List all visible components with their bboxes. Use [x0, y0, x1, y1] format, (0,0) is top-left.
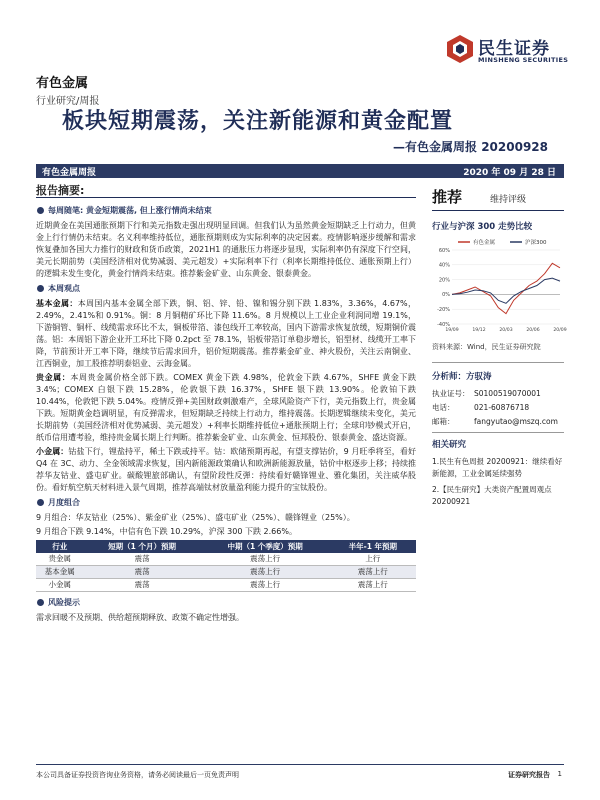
chart-caption: 行业与沪深 300 走势比较: [432, 222, 533, 232]
table-cell: 震荡: [84, 553, 201, 566]
report-banner: [36, 164, 564, 178]
table-cell: 贵金属: [36, 553, 84, 566]
table-header: 中期（1 个季度）预期: [201, 540, 330, 553]
table-cell: 上行: [330, 553, 416, 566]
paragraph: 小金属：钴盐下行，锂盐持平，稀土下跌或持平。钴：欧储预期再起，有望支撑钴价，9 月旺季将至，看好 Q4 在 3C、动力、全金领域需求恢复，国内新能源政策确认和欧洲新能源放量，钴价中枢逐步上移；持续推荐华友钴业、盛屯矿业。碳酸锂旅部确认，有望阶段性反弹：持续看好赣锋锂业、雅化集团，关注威华股份。看好航空航天材料进入景气周期，推荐高端钛材放量盈利能力提升的宝钛股份。: [36, 447, 416, 492]
table-cell: 震荡: [84, 566, 201, 579]
performance-chart: [432, 236, 567, 336]
analyst-license: 执业证号： S0100519070001: [432, 389, 541, 398]
legend-label: 有色金属: [473, 240, 496, 246]
report-type: 行业研究/周报: [36, 96, 100, 107]
outlook-table: [36, 540, 416, 592]
y-tick-label: 20%: [438, 277, 450, 284]
table-cell: 基本金属: [36, 566, 84, 579]
series-line: [452, 263, 560, 313]
y-tick-label: 0%: [442, 292, 450, 299]
section-heading-text: 风险提示: [48, 598, 80, 607]
section-heading-text: 本周观点: [48, 284, 80, 293]
legend-label: 沪深300: [525, 240, 547, 246]
related-item[interactable]: 1.民生有色周报 20200921：继续看好新能源，工业金属延续强势: [432, 457, 563, 478]
x-tick-label: 20/06: [526, 328, 540, 333]
paragraph: 9 月组合：华友钴业（25%）、紫金矿业（25%）、盛屯矿业（25%）、赣锋锂业（25%）。: [36, 513, 355, 522]
related-heading: 相关研究: [432, 440, 467, 450]
series-line: [452, 278, 560, 303]
sidebar-rule: [432, 210, 564, 211]
chart-source: 资料来源：Wind，民生证券研究院: [432, 343, 541, 351]
main-column: [36, 202, 416, 626]
report-date: 2020 年 09 月 28 日: [463, 168, 556, 178]
footer-disclaimer: 本公司具备证券投资咨询业务资格，请务必阅读最后一页免责声明: [36, 771, 239, 779]
paragraph: 贵金属：本周贵金属价格全部下跌。COMEX 黄金下跌 4.98%，伦敦金下跌 4.67%，SHFE 黄金下跌 3.4%；COMEX 白银下跌 15.28%，伦敦银下跌 16.37%，SHFE 银下跌 13.90%。伦敦铂下跌 10.44%，伦敦钯下跌 5.04%。疫情反弹+美国财政刺激难产，全球风险资产下行，美元指数上行，贵金属下跌。短期黄金趋调明显，有反弹需求，但短期缺乏持续上行动力，维持震荡。长期逻辑继续未变化，美元长期前势（美国经济相对优势减弱、美元超发）+利率长期维持低位+通胀预期上行；全球印钞模式开启，纸币信用遭考验，维持贵金属长期上行判断。推荐紫金矿业、山东黄金、恒邦股份、银泰黄金、盛达资源。: [36, 373, 416, 442]
banner-left: 有色金属周报: [42, 168, 97, 178]
x-tick-label: 20/03: [499, 328, 513, 333]
table-header: 半年-1 年预期: [330, 540, 416, 553]
bullet-icon: [37, 499, 44, 506]
table-header: 短期（1 个月）预期: [84, 540, 201, 553]
table-cell: 震荡上行: [201, 553, 330, 566]
table-row: [36, 566, 416, 579]
table-cell: 小金属: [36, 579, 84, 592]
y-tick-label: -20%: [437, 307, 450, 313]
section-heading: [36, 596, 416, 610]
table-header: 行业: [36, 540, 84, 553]
company-logo: [446, 34, 582, 70]
section-heading-text: 月度组合: [48, 498, 80, 507]
analyst-email[interactable]: 邮箱： fangyutao@mszq.com: [432, 417, 558, 426]
page-subtitle: —有色金属周报 20200928: [393, 140, 548, 154]
related-item[interactable]: 2.【民生研究】大类资产配置周观点 20200921: [432, 485, 552, 506]
table-cell: 震荡上行: [201, 566, 330, 579]
paragraph: 近期黄金在美国通胀预期下行和美元指数走强出现明显回调。但我们认为虽然黄金短期缺乏上行动力，但黄金上行行情仍未结束。名义利率维持低位，通胀预期则成为实际利率的决定因素。疫情影响逐步缓解和需求恢复叠加各国大力推行的财政和货币政策，2021H1 的通胀压力将逐步显现，实际利率仍有深度下行空间，美元长期前势（美国经济相对优势减弱、美元超发）+实际利率下行（利率长期维持低位、通胀预期上行）的逻辑未发生变化，黄金行情尚未结束。推荐紫金矿业、山东黄金、银泰黄金。: [36, 221, 416, 278]
page-number: 1: [557, 770, 562, 778]
bullet-icon: [37, 285, 44, 292]
x-tick-label: 19/09: [445, 328, 459, 333]
table-cell: 震荡上行: [330, 566, 416, 579]
paragraph: 9 月组合下跌 9.14%，中信有色下跌 10.29%，沪深 300 下跌 2.66%。: [36, 527, 297, 536]
analyst-phone: 电话： 021-60876718: [432, 403, 530, 412]
summary-rule: [36, 197, 416, 198]
section-heading-text: 每周随笔: 黄金短期震荡, 但上涨行情尚未结束: [48, 206, 212, 215]
table-row: [36, 579, 416, 592]
section-heading: [36, 282, 416, 296]
table-cell: 震荡上行: [201, 579, 330, 592]
y-tick-label: 60%: [438, 247, 450, 254]
logo-cn: 民生证券: [478, 39, 550, 59]
rating-status: 维持评级: [490, 195, 527, 205]
section-heading: [36, 204, 416, 218]
logo-en: MINSHENG SECURITIES: [478, 56, 569, 64]
table-row: [36, 553, 416, 566]
footer-rule: [36, 764, 564, 765]
analyst-heading: 分析师：方驭涛: [432, 372, 492, 382]
logo-icon: [446, 34, 474, 64]
bullet-icon: [37, 599, 44, 606]
table-cell: 震荡上行: [330, 579, 416, 592]
summary-heading: 报告摘要:: [36, 184, 85, 197]
risk-text: 需求回暖不及预期、供给超预期释放、政策不确定性增强。: [36, 613, 244, 622]
rating-label: 推荐: [432, 188, 463, 206]
bullet-icon: [37, 207, 44, 214]
y-tick-label: -40%: [437, 321, 450, 328]
industry-label: 有色金属: [36, 76, 89, 91]
sidebar-divider: [432, 432, 564, 433]
paragraph: 基本金属：本周国内基本金属全部下跌，铜、铝、锌、铅、镍和锡分别下跌 1.83%，3.36%，4.67%，2.49%，2.41%和 0.91%。铜：8 月铜精矿环比下降 11.6%。8 月规模以上工业企业利润同增 19.1%，下游铜管、铜杆、线缆需求环比不太，铜板带箔、漆包线开工率较高，国内下游需求恢复放缓，短期铜价震荡。铝：本周铝下游企业开工环比下降 0.2pct 至 78.1%，铝板带箔订单稳步增长，铝型材、线缆开工率下降，节前预计开工率下降，继续节后需求回升，铝价短期震荡。推荐紫金矿业、神火股份，关注云南铜业、江西铜业，加工股推荐明泰铝业、云海金属。: [36, 299, 416, 368]
footer-brand: 证券研究报告: [508, 771, 550, 779]
sidebar-divider: [432, 362, 564, 363]
section-heading: [36, 496, 416, 510]
x-tick-label: 20/09: [553, 328, 567, 333]
page-title: 板块短期震荡，关注新能源和黄金配置: [62, 109, 454, 134]
table-cell: 震荡: [84, 579, 201, 592]
x-tick-label: 19/12: [472, 328, 486, 333]
y-tick-label: 40%: [438, 262, 450, 269]
